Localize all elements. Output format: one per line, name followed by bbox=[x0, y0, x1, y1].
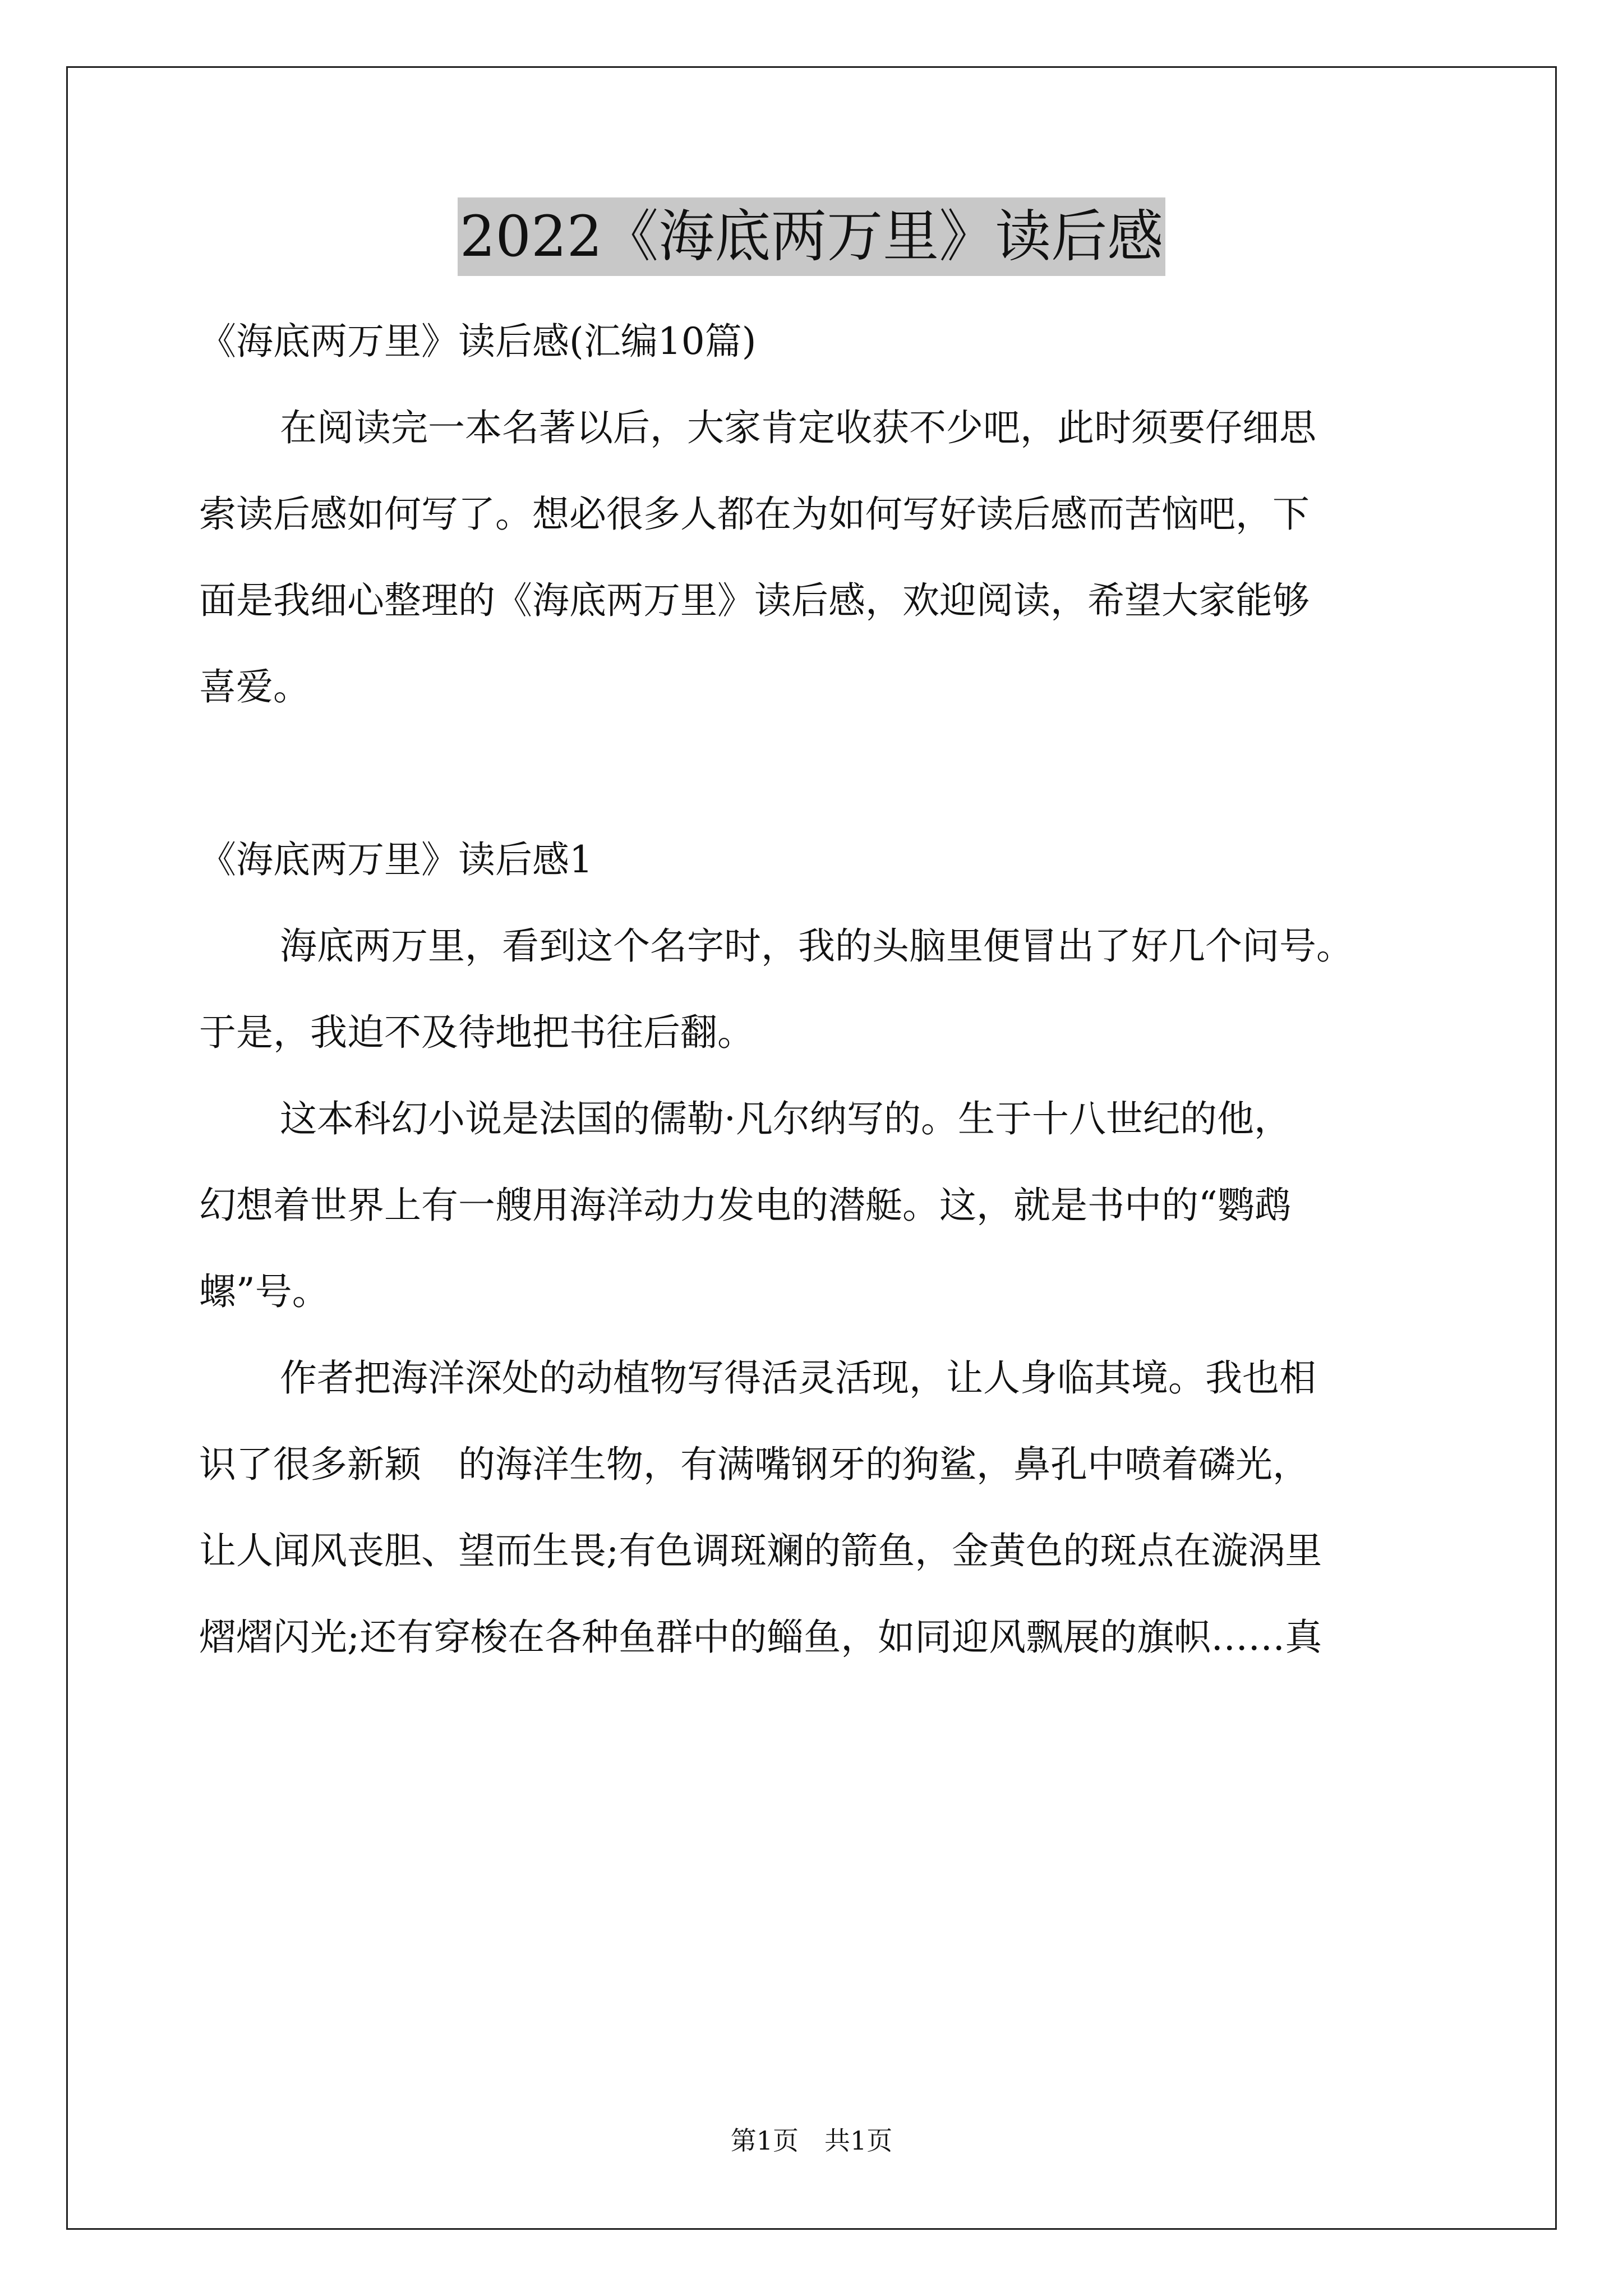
title-container bbox=[0, 197, 1623, 276]
section-heading: 《海底两万里》读后感(汇编10篇) bbox=[199, 320, 757, 363]
page-footer: 第1页 共1页 bbox=[730, 2125, 893, 2156]
document-body bbox=[199, 298, 1450, 1681]
document-title: 2022《海底两万里》读后感 bbox=[458, 197, 1166, 276]
paragraph-line: 让人闻风丧胆、望而生畏;有色调斑斓的箭鱼，金黄色的斑点在漩涡里 bbox=[199, 1529, 1322, 1572]
paragraph-line: 索读后感如何写了。想必很多人都在为如何写好读后感而苦恼吧，下 bbox=[199, 493, 1310, 536]
paragraph-line: 面是我细心整理的《海底两万里》读后感，欢迎阅读，希望大家能够 bbox=[199, 579, 1310, 622]
paragraph-line: 于是，我迫不及待地把书往后翻。 bbox=[199, 1011, 754, 1054]
paragraph-line: 在阅读完一本名著以后，大家肯定收获不少吧，此时须要仔细思 bbox=[280, 406, 1316, 449]
paragraph-line: 螺”号。 bbox=[199, 1270, 329, 1313]
paragraph-line: 这本科幻小说是法国的儒勒·凡尔纳写的。生于十八世纪的他， bbox=[280, 1097, 1291, 1140]
paragraph-line: 识了很多新颖 的海洋生物，有满嘴钢牙的狗鲨，鼻孔中喷着磷光， bbox=[199, 1443, 1310, 1486]
paragraph-line: 幻想着世界上有一艘用海洋动力发电的潜艇。这，就是书中的“鹦鹉 bbox=[199, 1184, 1292, 1227]
paragraph-line: 作者把海洋深处的动植物写得活灵活现，让人身临其境。我也相 bbox=[280, 1356, 1316, 1400]
paragraph-line: 海底两万里，看到这个名字时，我的头脑里便冒出了好几个问号。 bbox=[280, 924, 1353, 968]
paragraph-line: 喜爱。 bbox=[199, 665, 310, 708]
section-heading: 《海底两万里》读后感1 bbox=[199, 838, 593, 881]
paragraph-line: 熠熠闪光;还有穿梭在各种鱼群中的鲻鱼，如同迎风飘展的旗帜……真 bbox=[199, 1616, 1322, 1659]
blank-line bbox=[199, 730, 1450, 817]
